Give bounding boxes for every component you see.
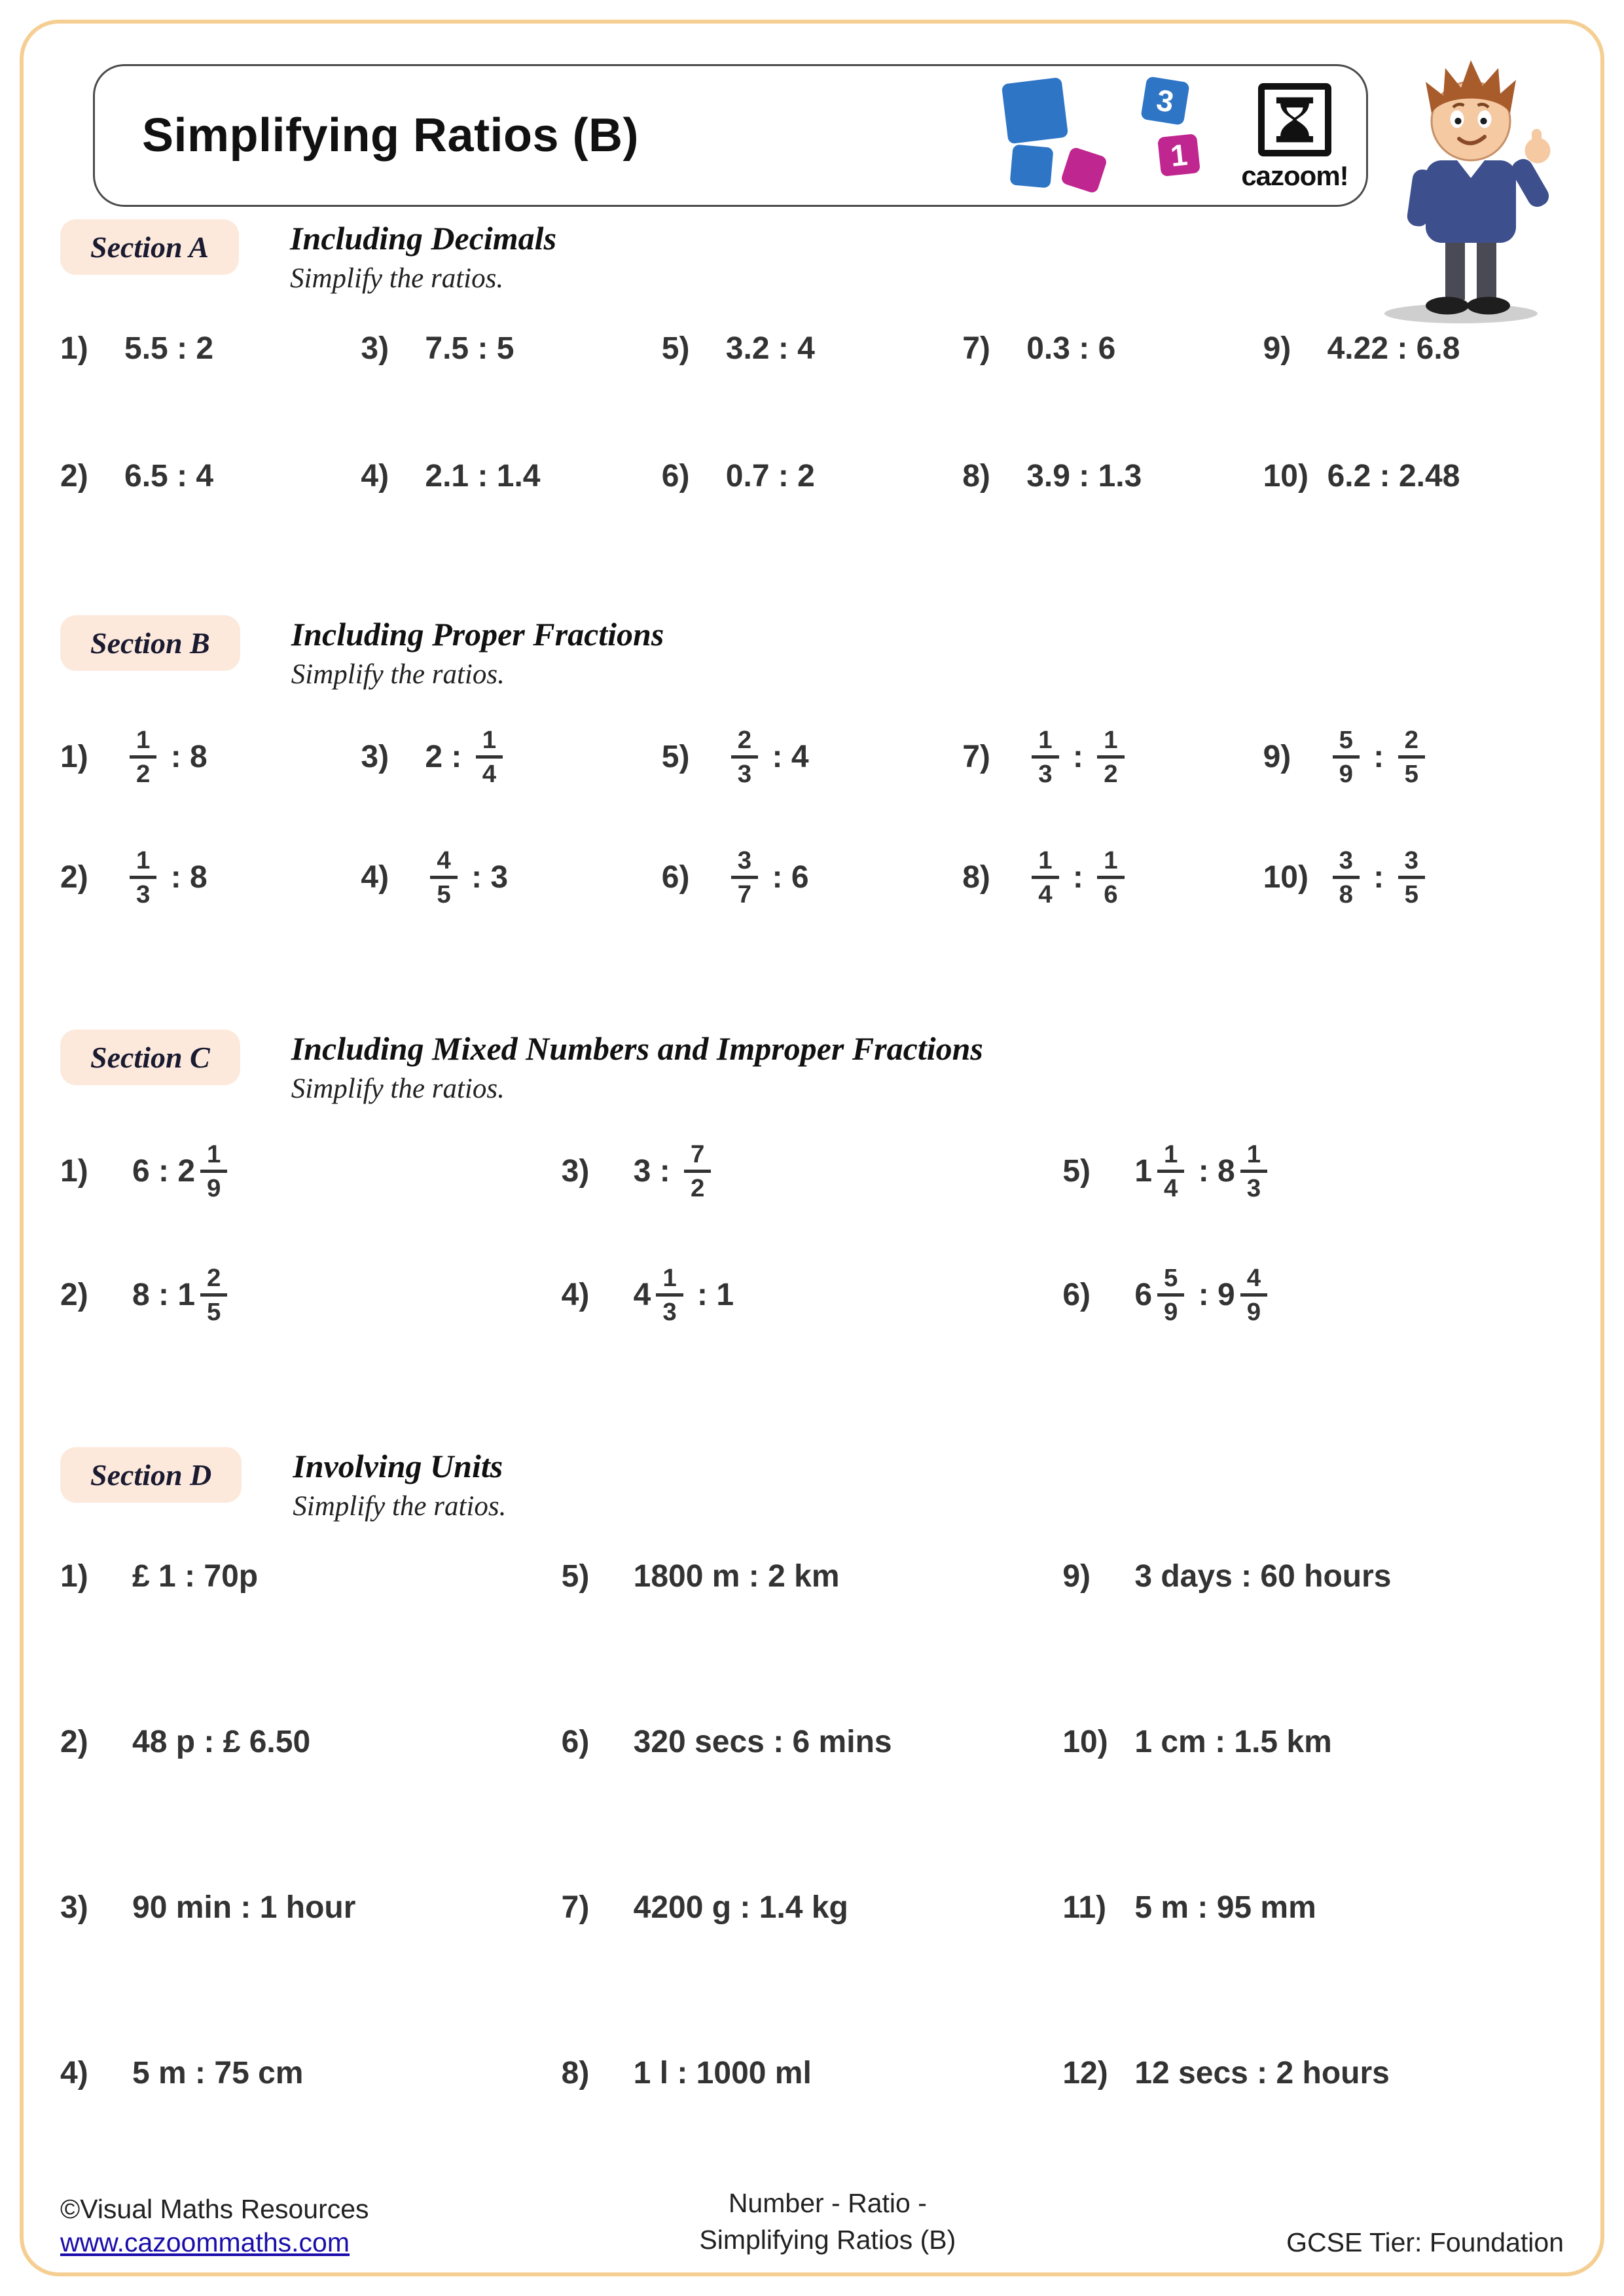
question-number: 10): [1062, 1724, 1108, 1759]
section-a-label: Section A: [60, 219, 239, 275]
fraction-numerator: 1: [476, 726, 503, 759]
expression-text: 6 : 2: [132, 1154, 196, 1189]
section-d: [60, 1447, 1564, 2091]
question-item: [361, 726, 661, 788]
fraction: [1398, 847, 1425, 908]
question-number: 2): [60, 1724, 88, 1759]
expression-text: : 9: [1189, 1278, 1235, 1313]
fraction: [200, 1141, 227, 1202]
fraction: [200, 1265, 227, 1326]
question-expression: [1134, 1890, 1316, 1926]
section-a: [60, 219, 1564, 494]
question-item: [1062, 1724, 1564, 1760]
fraction-denominator: 2: [1104, 760, 1118, 789]
fraction-denominator: 9: [1164, 1298, 1178, 1327]
question-expression: [132, 1141, 232, 1202]
logo-tile-3: 3: [1140, 76, 1190, 126]
expression-text: 3.2 : 4: [725, 331, 815, 366]
expression-text: 3.9 : 1.3: [1026, 459, 1142, 493]
fraction-numerator: 4: [430, 847, 457, 879]
question-number: 3): [561, 1154, 590, 1189]
section-c-instruction: Simplify the ratios.: [291, 1073, 505, 1104]
question-number: 7): [962, 740, 990, 775]
worksheet-body: [60, 219, 1564, 2212]
fraction-numerator: 1: [1032, 726, 1058, 759]
fraction: [1240, 1141, 1267, 1202]
fraction: [1333, 847, 1360, 908]
question-item: [962, 458, 1263, 494]
section-b-heading: Including Proper Fractions: [291, 616, 664, 653]
section-b-instruction: Simplify the ratios.: [291, 659, 505, 690]
header: [93, 64, 1368, 207]
expression-text: 6: [1134, 1278, 1153, 1313]
expression-text: 1 l : 1000 ml: [633, 2055, 812, 2090]
expression-text: : 8: [162, 860, 208, 895]
question-expression: [132, 1724, 310, 1760]
fraction-numerator: 5: [1333, 726, 1360, 759]
question-expression: [1327, 458, 1460, 494]
fraction-denominator: 5: [1404, 760, 1418, 789]
question-expression: [132, 2055, 303, 2091]
question-item: [562, 1724, 1063, 1760]
question-number: 5): [1062, 1154, 1091, 1189]
expression-text: 2.1 : 1.4: [425, 459, 541, 493]
expression-text: : 4: [763, 740, 809, 775]
section-d-heading: Involving Units: [293, 1447, 503, 1484]
fraction: [1157, 1141, 1184, 1202]
copyright-text: ©Visual Maths Resources: [60, 2194, 369, 2224]
question-item: [962, 847, 1263, 908]
question-expression: [726, 331, 815, 367]
fraction-numerator: 2: [731, 726, 758, 759]
question-number: 1): [60, 331, 88, 366]
section-a-questions: [60, 331, 1564, 494]
fraction-numerator: 1: [1032, 847, 1058, 879]
expression-text: :: [1064, 860, 1092, 895]
question-expression: [726, 847, 809, 908]
question-number: 3): [361, 740, 389, 775]
question-item: [60, 331, 361, 367]
expression-text: 2 :: [425, 740, 471, 775]
fraction-numerator: 3: [731, 847, 758, 879]
fraction-numerator: 1: [130, 726, 156, 759]
section-c-header: [60, 1030, 1564, 1105]
question-expression: [634, 1141, 717, 1202]
question-item: [1062, 1890, 1564, 1926]
fraction-denominator: 3: [737, 760, 752, 789]
expression-text: 8 : 1: [132, 1278, 196, 1313]
question-number: 1): [60, 1154, 88, 1189]
fraction-numerator: 3: [1398, 847, 1425, 879]
question-number: 8): [962, 459, 990, 493]
question-number: 1): [60, 740, 88, 775]
question-number: 7): [962, 331, 990, 366]
question-number: 7): [561, 1890, 590, 1925]
fraction-numerator: 5: [1157, 1265, 1184, 1297]
question-number: 9): [1263, 740, 1291, 775]
question-item: [1263, 458, 1564, 494]
question-expression: [124, 331, 213, 367]
question-expression: [132, 1558, 258, 1594]
section-b-header: [60, 615, 1564, 691]
expression-text: : 8: [1189, 1154, 1235, 1189]
fraction-denominator: 8: [1339, 880, 1353, 909]
question-expression: [425, 726, 508, 788]
question-expression: [1134, 1265, 1272, 1326]
logo-square-blue-large: [1001, 77, 1069, 145]
question-item: [1263, 726, 1564, 788]
question-number: 2): [60, 459, 88, 493]
fraction-numerator: 1: [1240, 1141, 1267, 1173]
question-number: 5): [661, 331, 690, 366]
section-d-instruction: Simplify the ratios.: [293, 1490, 507, 1522]
section-d-header: [60, 1447, 1564, 1522]
question-number: 9): [1062, 1558, 1091, 1594]
question-item: [1263, 331, 1564, 367]
question-expression: [634, 1558, 840, 1594]
fraction: [1398, 726, 1425, 788]
worksheet-title: Simplifying Ratios (B): [142, 109, 640, 162]
fraction-denominator: 4: [1164, 1174, 1178, 1203]
section-c-label: Section C: [60, 1030, 240, 1085]
fraction: [1240, 1265, 1267, 1326]
section-d-questions: [60, 1558, 1564, 2091]
question-number: 4): [361, 860, 389, 895]
question-number: 10): [1263, 860, 1308, 895]
question-expression: [425, 331, 514, 367]
question-expression: [132, 1265, 232, 1326]
fraction-denominator: 6: [1104, 880, 1118, 909]
question-number: 4): [60, 2055, 88, 2090]
expression-text: 5 m : 95 mm: [1134, 1890, 1316, 1925]
fraction-denominator: 7: [737, 880, 752, 909]
question-item: [1263, 847, 1564, 908]
question-number: 2): [60, 860, 88, 895]
fraction-numerator: 2: [1398, 726, 1425, 759]
fraction-denominator: 5: [437, 880, 451, 909]
question-number: 6): [661, 459, 690, 493]
fraction-numerator: 1: [1097, 847, 1124, 879]
question-item: [60, 2055, 562, 2091]
section-d-label: Section D: [60, 1447, 242, 1503]
section-b-label: Section B: [60, 615, 240, 671]
fraction-numerator: 1: [200, 1141, 227, 1173]
question-item: [562, 2055, 1063, 2091]
expression-text: : 3: [462, 860, 509, 895]
question-expression: [1327, 847, 1430, 908]
expression-text: 0.3 : 6: [1026, 331, 1116, 366]
brand-name: cazoom!: [1241, 160, 1348, 191]
fraction: [1097, 726, 1124, 788]
question-number: 6): [1062, 1278, 1091, 1313]
question-item: [562, 1558, 1063, 1594]
fraction-numerator: 1: [1157, 1141, 1184, 1173]
expression-text: :: [1364, 860, 1393, 895]
expression-text: 48 p : £ 6.50: [132, 1724, 311, 1759]
expression-text: 90 min : 1 hour: [132, 1890, 356, 1925]
question-number: 11): [1062, 1890, 1107, 1925]
question-item: [1062, 1558, 1564, 1594]
question-number: 5): [561, 1558, 590, 1594]
question-item: [962, 726, 1263, 788]
footer-topic: [699, 2185, 956, 2258]
fraction-denominator: 4: [1038, 880, 1053, 909]
expression-text: 7.5 : 5: [425, 331, 514, 366]
section-b-questions: [60, 726, 1564, 908]
footer-topic-line1: Number - Ratio -: [728, 2188, 927, 2219]
fraction-numerator: 1: [1097, 726, 1124, 759]
cazoom-squares-logo: [1005, 78, 1254, 199]
fraction-numerator: 1: [130, 847, 156, 879]
fraction: [1032, 847, 1058, 908]
question-number: 4): [361, 459, 389, 493]
hourglass-icon: [1258, 83, 1331, 156]
expression-text: 4.22 : 6.8: [1327, 331, 1460, 366]
expression-text: 320 secs : 6 mins: [633, 1724, 892, 1759]
question-number: 8): [561, 2055, 590, 2090]
question-expression: [634, 2055, 812, 2091]
fraction-numerator: 4: [1240, 1265, 1267, 1297]
question-item: [60, 726, 361, 788]
question-expression: [634, 1724, 892, 1760]
question-item: [1062, 1265, 1564, 1326]
question-item: [562, 1890, 1063, 1926]
question-item: [60, 1724, 562, 1760]
question-expression: [1134, 1141, 1272, 1202]
footer-left: [60, 2194, 369, 2258]
expression-text: 3 days : 60 hours: [1134, 1558, 1392, 1594]
expression-text: : 6: [763, 860, 809, 895]
fraction-numerator: 2: [200, 1265, 227, 1297]
fraction: [1032, 726, 1058, 788]
expression-text: 1 cm : 1.5 km: [1134, 1724, 1332, 1759]
question-item: [562, 1265, 1063, 1326]
section-a-header: [60, 219, 1564, 295]
fraction-denominator: 5: [1404, 880, 1418, 909]
fraction: [1157, 1265, 1184, 1326]
question-expression: [124, 726, 208, 788]
fraction-denominator: 3: [1038, 760, 1053, 789]
logo-square-magenta: [1060, 146, 1108, 194]
section-c-heading: Including Mixed Numbers and Improper Fractions: [291, 1030, 983, 1067]
question-expression: [634, 1265, 734, 1326]
section-a-titles: [290, 219, 556, 295]
question-item: [60, 1558, 562, 1594]
fraction-numerator: 7: [684, 1141, 711, 1173]
question-item: [662, 726, 962, 788]
question-expression: [1026, 331, 1115, 367]
section-a-instruction: Simplify the ratios.: [290, 263, 504, 294]
fraction-denominator: 9: [207, 1174, 221, 1203]
fraction-denominator: 4: [482, 760, 497, 789]
fraction-numerator: 1: [656, 1265, 683, 1297]
question-number: 4): [561, 1278, 590, 1313]
question-expression: [726, 726, 809, 788]
fraction-denominator: 9: [1339, 760, 1353, 789]
question-expression: [634, 1890, 848, 1926]
fraction-denominator: 5: [207, 1298, 221, 1327]
question-item: [361, 458, 661, 494]
fraction-denominator: 2: [136, 760, 151, 789]
cazoom-brand-logo: [1233, 83, 1357, 192]
question-expression: [132, 1890, 355, 1926]
fraction-numerator: 3: [1333, 847, 1360, 879]
question-item: [60, 1890, 562, 1926]
expression-text: 12 secs : 2 hours: [1134, 2055, 1390, 2090]
question-item: [60, 847, 361, 908]
expression-text: 3 :: [633, 1154, 679, 1189]
question-item: [60, 1265, 562, 1326]
question-item: [562, 1141, 1063, 1202]
expression-text: 5 m : 75 cm: [132, 2055, 304, 2090]
question-expression: [124, 847, 208, 908]
fraction: [731, 847, 758, 908]
question-number: 10): [1263, 459, 1308, 493]
question-item: [361, 331, 661, 367]
question-expression: [1134, 1558, 1391, 1594]
expression-text: 5.5 : 2: [124, 331, 214, 366]
section-d-titles: [293, 1447, 506, 1522]
question-number: 5): [661, 740, 690, 775]
question-item: [962, 331, 1263, 367]
logo-tile-1: 1: [1157, 134, 1200, 177]
question-expression: [124, 458, 213, 494]
fraction-denominator: 9: [1246, 1298, 1261, 1327]
question-number: 3): [60, 1890, 88, 1925]
question-number: 8): [962, 860, 990, 895]
fraction: [1097, 847, 1124, 908]
website-link[interactable]: www.cazoommaths.com: [60, 2227, 350, 2257]
expression-text: :: [1364, 740, 1393, 775]
question-number: 6): [561, 1724, 590, 1759]
footer-tier: GCSE Tier: Foundation: [1286, 2227, 1564, 2257]
question-item: [1062, 1141, 1564, 1202]
fraction: [656, 1265, 683, 1326]
section-c-questions: [60, 1141, 1564, 1326]
expression-text: £ 1 : 70p: [132, 1558, 259, 1594]
question-number: 1): [60, 1558, 88, 1594]
question-number: 3): [361, 331, 389, 366]
question-expression: [1134, 2055, 1390, 2091]
footer: [60, 2185, 1564, 2258]
question-item: [662, 847, 962, 908]
expression-text: 1: [1134, 1154, 1153, 1189]
expression-text: 4: [633, 1278, 651, 1313]
logo-square-blue-small: [1009, 144, 1053, 188]
expression-text: :: [1064, 740, 1092, 775]
fraction-denominator: 2: [691, 1174, 705, 1203]
question-expression: [1026, 458, 1142, 494]
fraction-denominator: 3: [136, 880, 151, 909]
question-number: 9): [1263, 331, 1291, 366]
question-number: 12): [1062, 2055, 1108, 2090]
fraction-denominator: 3: [662, 1298, 677, 1327]
expression-text: 1800 m : 2 km: [633, 1558, 840, 1594]
section-a-heading: Including Decimals: [290, 220, 557, 257]
fraction: [476, 726, 503, 788]
question-number: 6): [661, 860, 690, 895]
expression-text: 6.2 : 2.48: [1327, 459, 1460, 493]
question-number: 2): [60, 1278, 88, 1313]
expression-text: 6.5 : 4: [124, 459, 214, 493]
question-item: [60, 1141, 562, 1202]
question-expression: [726, 458, 815, 494]
question-item: [662, 331, 962, 367]
fraction: [130, 726, 156, 788]
question-expression: [425, 847, 508, 908]
question-expression: [1327, 331, 1460, 367]
footer-topic-line2: Simplifying Ratios (B): [699, 2224, 956, 2255]
question-expression: [1026, 726, 1129, 788]
fraction: [731, 726, 758, 788]
fraction: [130, 847, 156, 908]
section-b: [60, 615, 1564, 908]
question-expression: [1327, 726, 1430, 788]
section-c: [60, 1030, 1564, 1326]
expression-text: 4200 g : 1.4 kg: [633, 1890, 848, 1925]
expression-text: : 1: [688, 1278, 734, 1313]
question-item: [662, 458, 962, 494]
fraction: [684, 1141, 711, 1202]
section-c-titles: [291, 1030, 983, 1105]
expression-text: : 8: [162, 740, 208, 775]
expression-text: 0.7 : 2: [725, 459, 815, 493]
section-b-titles: [291, 615, 664, 691]
question-item: [60, 458, 361, 494]
question-expression: [1134, 1724, 1332, 1760]
question-expression: [1026, 847, 1129, 908]
question-item: [361, 847, 661, 908]
question-expression: [425, 458, 540, 494]
question-item: [1062, 2055, 1564, 2091]
fraction-denominator: 3: [1246, 1174, 1261, 1203]
fraction: [430, 847, 457, 908]
fraction: [1333, 726, 1360, 788]
cartoon-character: [1363, 27, 1579, 329]
